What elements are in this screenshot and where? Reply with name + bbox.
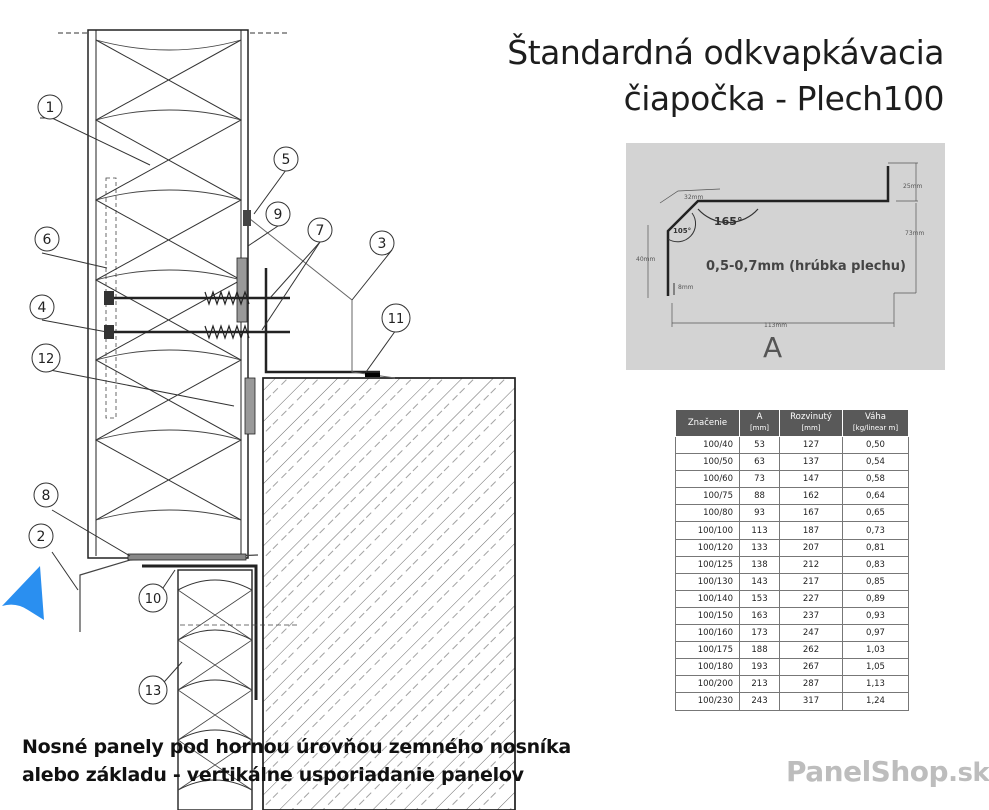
angle-105-label: 105° xyxy=(673,227,692,235)
a-cell: 163 xyxy=(740,607,780,624)
table-row xyxy=(676,437,909,454)
unfolded-cell: 287 xyxy=(780,676,843,693)
callout-10 xyxy=(139,584,167,612)
svg-text:11: 11 xyxy=(387,312,405,327)
weight-cell: 0,97 xyxy=(843,625,909,642)
code-cell: 100/180 xyxy=(676,659,740,676)
weight-cell: 0,65 xyxy=(843,505,909,522)
code-cell: 100/120 xyxy=(676,539,740,556)
weight-cell: 1,05 xyxy=(843,659,909,676)
a-cell: 143 xyxy=(740,573,780,590)
code-cell: 100/140 xyxy=(676,590,740,607)
code-cell: 100/80 xyxy=(676,505,740,522)
a-cell: 63 xyxy=(740,454,780,471)
a-cell: 243 xyxy=(740,693,780,710)
code-cell: 100/130 xyxy=(676,573,740,590)
table-row xyxy=(676,676,909,693)
table-row xyxy=(676,522,909,539)
table-row xyxy=(676,607,909,624)
callout-11 xyxy=(382,304,410,332)
weight-cell: 0,85 xyxy=(843,573,909,590)
a-cell: 93 xyxy=(740,505,780,522)
unfolded-cell: 137 xyxy=(780,454,843,471)
caption xyxy=(22,733,571,789)
a-cell: 138 xyxy=(740,556,780,573)
callout-4 xyxy=(30,295,54,319)
bottom-gasket xyxy=(128,554,246,560)
code-cell: 100/125 xyxy=(676,556,740,573)
svg-text:10: 10 xyxy=(144,592,162,607)
table-row xyxy=(676,659,909,676)
thickness-note: 0,5-0,7mm (hrúbka plechu) xyxy=(706,259,906,274)
profile-sketch-panel xyxy=(626,143,945,370)
weight-cell: 0,89 xyxy=(843,590,909,607)
a-cell: 188 xyxy=(740,642,780,659)
weight-cell: 0,54 xyxy=(843,454,909,471)
dim-8mm: 8mm xyxy=(678,284,694,291)
table-row xyxy=(676,693,909,710)
weight-cell: 0,73 xyxy=(843,522,909,539)
svg-text:12: 12 xyxy=(37,352,55,367)
a-cell: 193 xyxy=(740,659,780,676)
weight-cell: 0,83 xyxy=(843,556,909,573)
header-cell: Váha [kg/linear m] xyxy=(843,410,909,437)
table-row xyxy=(676,539,909,556)
code-cell: 100/175 xyxy=(676,642,740,659)
weight-cell: 0,64 xyxy=(843,488,909,505)
table-row xyxy=(676,573,909,590)
callout-13 xyxy=(139,676,167,704)
unfolded-cell: 187 xyxy=(780,522,843,539)
unfolded-cell: 247 xyxy=(780,625,843,642)
callout-2 xyxy=(29,524,53,548)
svg-text:4: 4 xyxy=(37,300,47,316)
callout-8 xyxy=(34,483,58,507)
dim-40mm: 40mm xyxy=(636,256,656,263)
unfolded-cell: 317 xyxy=(780,693,843,710)
svg-text:1: 1 xyxy=(45,100,55,116)
callout-3 xyxy=(370,231,394,255)
brand-logo xyxy=(786,755,989,788)
code-cell: 100/230 xyxy=(676,693,740,710)
title-line-2: čiapočka - Plech100 xyxy=(623,79,944,118)
svg-text:7: 7 xyxy=(315,223,325,239)
a-cell: 88 xyxy=(740,488,780,505)
svg-text:5: 5 xyxy=(281,152,291,168)
sealant-strip-lower xyxy=(245,378,255,434)
weight-cell: 0,50 xyxy=(843,437,909,454)
code-cell: 100/100 xyxy=(676,522,740,539)
header-cell: Rozvinutý [mm] xyxy=(780,410,843,437)
unfolded-cell: 212 xyxy=(780,556,843,573)
unfolded-cell: 227 xyxy=(780,590,843,607)
svg-text:13: 13 xyxy=(144,684,162,699)
table-row xyxy=(676,488,909,505)
code-cell: 100/75 xyxy=(676,488,740,505)
unfolded-cell: 267 xyxy=(780,659,843,676)
header-cell: Značenie xyxy=(676,410,740,437)
caption-line-1: Nosné panely pod hornou úrovňou zemného nosníka xyxy=(22,736,571,758)
table-row xyxy=(676,625,909,642)
weight-cell: 0,93 xyxy=(843,607,909,624)
a-cell: 113 xyxy=(740,522,780,539)
code-cell: 100/200 xyxy=(676,676,740,693)
callout-12 xyxy=(32,344,60,372)
a-cell: 173 xyxy=(740,625,780,642)
brand-tld: .sk xyxy=(948,758,989,788)
pointer-arrow-icon xyxy=(2,566,44,620)
unfolded-cell: 237 xyxy=(780,607,843,624)
profile-sketch xyxy=(626,143,945,370)
svg-text:9: 9 xyxy=(273,207,283,223)
a-cell: 133 xyxy=(740,539,780,556)
table-row xyxy=(676,505,909,522)
callout-7 xyxy=(308,218,332,242)
a-cell: 53 xyxy=(740,437,780,454)
unfolded-cell: 147 xyxy=(780,471,843,488)
code-cell: 100/40 xyxy=(676,437,740,454)
dim-25mm: 25mm xyxy=(903,183,923,190)
title-line-1: Štandardná odkvapkávacia xyxy=(507,33,944,72)
table-header-row xyxy=(676,410,909,437)
a-cell: 73 xyxy=(740,471,780,488)
unfolded-cell: 207 xyxy=(780,539,843,556)
profile-letter: A xyxy=(763,331,783,364)
unfolded-cell: 127 xyxy=(780,437,843,454)
svg-text:8: 8 xyxy=(41,488,51,504)
callout-6 xyxy=(35,227,59,251)
angle-165-label: 165° xyxy=(714,215,743,228)
unfolded-cell: 162 xyxy=(780,488,843,505)
code-cell: 100/160 xyxy=(676,625,740,642)
weight-cell: 0,81 xyxy=(843,539,909,556)
profile-outline xyxy=(668,166,888,296)
a-cell: 213 xyxy=(740,676,780,693)
weight-cell: 1,13 xyxy=(843,676,909,693)
caption-line-2: alebo základu - vertikálne usporiadanie panelov xyxy=(22,764,524,786)
table-row xyxy=(676,471,909,488)
table-row xyxy=(676,454,909,471)
unfolded-cell: 167 xyxy=(780,505,843,522)
code-cell: 100/150 xyxy=(676,607,740,624)
sealant-strip xyxy=(237,258,247,322)
unfolded-cell: 262 xyxy=(780,642,843,659)
code-cell: 100/50 xyxy=(676,454,740,471)
table-row xyxy=(676,556,909,573)
spec-table xyxy=(675,409,909,711)
svg-text:2: 2 xyxy=(36,529,46,545)
callout-5 xyxy=(274,147,298,171)
table-row xyxy=(676,590,909,607)
callout-9 xyxy=(266,202,290,226)
a-cell: 153 xyxy=(740,590,780,607)
code-cell: 100/60 xyxy=(676,471,740,488)
header-cell: A [mm] xyxy=(740,410,780,437)
dim-113mm: 113mm xyxy=(764,322,788,329)
unfolded-cell: 217 xyxy=(780,573,843,590)
table-row xyxy=(676,642,909,659)
svg-text:3: 3 xyxy=(377,236,387,252)
dim-73mm: 73mm xyxy=(905,230,925,237)
weight-cell: 1,03 xyxy=(843,642,909,659)
dim-32mm: 32mm xyxy=(684,194,704,201)
weight-cell: 1,24 xyxy=(843,693,909,710)
weight-cell: 0,58 xyxy=(843,471,909,488)
callout-1 xyxy=(38,95,62,119)
brand-name: PanelShop xyxy=(786,755,949,788)
svg-text:6: 6 xyxy=(42,232,52,248)
